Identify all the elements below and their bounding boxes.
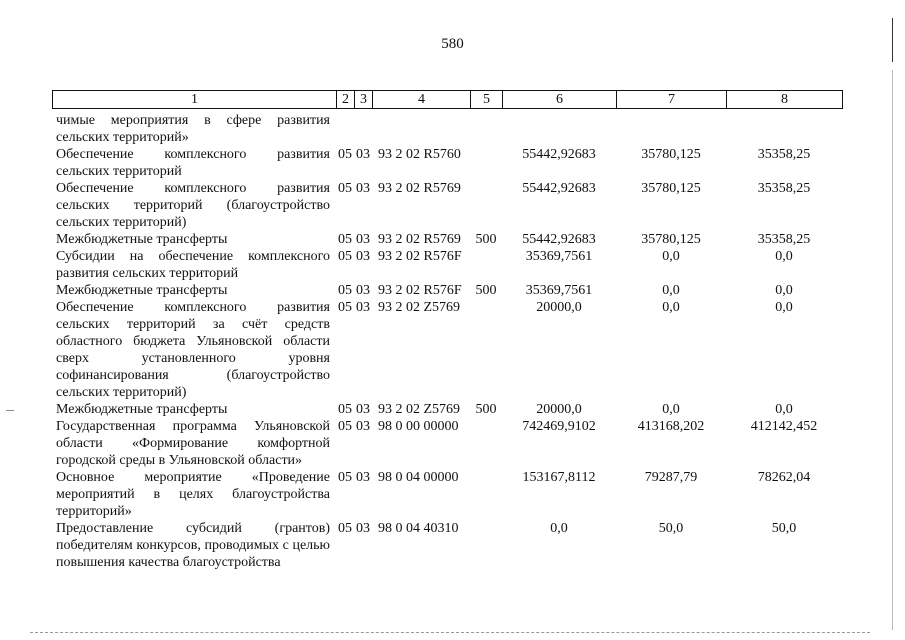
row-subsection-code: 03 bbox=[356, 470, 370, 485]
header-col-4: 4 bbox=[373, 91, 471, 109]
row-target-article: 98 0 04 00000 bbox=[378, 470, 459, 485]
header-col-2: 2 bbox=[337, 91, 355, 109]
header-col-5: 5 bbox=[471, 91, 503, 109]
row-value-col8: 0,0 bbox=[775, 283, 793, 298]
row-subsection-code: 03 bbox=[356, 147, 370, 162]
row-value-col7: 79287,79 bbox=[644, 470, 698, 485]
row-value-col7: 35780,125 bbox=[641, 232, 701, 247]
table-row bbox=[52, 401, 842, 418]
row-value-col7: 50,0 bbox=[658, 521, 684, 536]
row-subsection-code: 03 bbox=[356, 300, 370, 315]
row-value-col6: 35369,7561 bbox=[525, 283, 593, 298]
table-row bbox=[52, 112, 842, 146]
row-expense-type bbox=[470, 248, 502, 282]
scan-bottom-line bbox=[30, 632, 870, 633]
row-target-article: 93 2 02 R576F bbox=[378, 283, 462, 298]
table-row bbox=[52, 231, 842, 248]
row-section-code: 05 bbox=[338, 402, 352, 417]
row-value-col6: 20000,0 bbox=[536, 402, 582, 417]
table-row bbox=[52, 248, 842, 282]
row-subsection-code: 03 bbox=[356, 521, 370, 536]
table-row bbox=[52, 520, 842, 571]
row-value-col8 bbox=[726, 112, 842, 146]
row-subsection-code: 03 bbox=[356, 249, 370, 264]
row-name: Предоставление субсидий (грантов) победителям конкурсов, проводимых с целью повышения качества благоустройства bbox=[56, 521, 330, 570]
row-value-col8: 412142,452 bbox=[750, 419, 818, 434]
row-target-article: 93 2 02 R5760 bbox=[378, 147, 461, 162]
row-value-col7 bbox=[616, 112, 726, 146]
row-name: Межбюджетные трансферты bbox=[56, 402, 228, 417]
budget-table-body bbox=[52, 112, 842, 571]
row-value-col8: 0,0 bbox=[775, 300, 793, 315]
row-value-col8: 0,0 bbox=[775, 249, 793, 264]
row-value-col8: 35358,25 bbox=[757, 232, 811, 247]
row-target-article: 98 0 04 40310 bbox=[378, 521, 459, 536]
row-subsection-code: 03 bbox=[356, 419, 370, 434]
row-value-col7: 0,0 bbox=[662, 283, 680, 298]
row-name: чимые мероприятия в сфере развития сельских территорий» bbox=[56, 113, 330, 145]
row-value-col6: 742469,9102 bbox=[522, 419, 596, 434]
row-section-code: 05 bbox=[338, 419, 352, 434]
row-value-col7: 35780,125 bbox=[641, 181, 701, 196]
row-value-col8: 35358,25 bbox=[757, 181, 811, 196]
row-expense-type bbox=[470, 299, 502, 401]
row-subsection-code: 03 bbox=[356, 283, 370, 298]
header-col-6: 6 bbox=[503, 91, 617, 109]
row-value-col6: 153167,8112 bbox=[522, 470, 596, 485]
row-target-article: 93 2 02 Z5769 bbox=[378, 300, 461, 315]
row-value-col6: 55442,92683 bbox=[522, 147, 596, 162]
row-value-col8: 78262,04 bbox=[757, 470, 811, 485]
row-name: Основное мероприятие «Проведение мероприятий в целях благоустройства территорий» bbox=[56, 470, 330, 519]
row-name: Обеспечение комплексного развития сельских территорий за счёт средств областного бюджета Ульяновской области сверх установленного уровня софинансирования (благоустройство сельских территорий) bbox=[56, 300, 330, 400]
table-row bbox=[52, 469, 842, 520]
row-value-col8: 0,0 bbox=[775, 402, 793, 417]
row-value-col7: 35780,125 bbox=[641, 147, 701, 162]
row-target-article: 93 2 02 R5769 bbox=[378, 181, 461, 196]
scan-edge-mark bbox=[6, 410, 14, 411]
row-subsection-code: 03 bbox=[356, 181, 370, 196]
row-section-code: 05 bbox=[338, 232, 352, 247]
row-value-col7: 0,0 bbox=[662, 402, 680, 417]
row-expense-type bbox=[470, 146, 502, 180]
header-col-7: 7 bbox=[617, 91, 727, 109]
row-target-article: 93 2 02 R5769 bbox=[378, 232, 461, 247]
row-value-col6: 55442,92683 bbox=[522, 232, 596, 247]
row-value-col6: 0,0 bbox=[550, 521, 568, 536]
row-expense-type bbox=[470, 112, 502, 146]
row-target-article: 98 0 00 00000 bbox=[378, 419, 459, 434]
row-target-article: 93 2 02 R576F bbox=[378, 249, 462, 264]
table-row bbox=[52, 282, 842, 299]
row-name: Межбюджетные трансферты bbox=[56, 283, 228, 298]
table-row bbox=[52, 146, 842, 180]
row-section-code: 05 bbox=[338, 181, 352, 196]
header-col-3: 3 bbox=[355, 91, 373, 109]
row-section-code: 05 bbox=[338, 470, 352, 485]
row-expense-type bbox=[470, 520, 502, 571]
row-value-col6: 35369,7561 bbox=[525, 249, 593, 264]
row-value-col6: 55442,92683 bbox=[522, 181, 596, 196]
row-target-article: 93 2 02 Z5769 bbox=[378, 402, 461, 417]
row-value-col7: 413168,202 bbox=[637, 419, 705, 434]
scan-edge-mark bbox=[892, 70, 893, 630]
row-expense-type: 500 bbox=[475, 232, 497, 247]
row-expense-type bbox=[470, 418, 502, 469]
row-section-code: 05 bbox=[338, 283, 352, 298]
row-name: Государственная программа Ульяновской области «Формирование комфортной городской среды в Ульяновской области» bbox=[56, 419, 330, 468]
page-number: 580 bbox=[441, 36, 464, 52]
row-name: Обеспечение комплексного развития сельских территорий (благоустройство сельских территорий) bbox=[56, 181, 330, 230]
row-target-article bbox=[372, 112, 470, 146]
table-row bbox=[52, 418, 842, 469]
row-value-col8: 35358,25 bbox=[757, 147, 811, 162]
header-col-1: 1 bbox=[53, 91, 337, 109]
row-section-code: 05 bbox=[338, 249, 352, 264]
scan-edge-mark bbox=[892, 18, 893, 62]
row-subsection-code bbox=[354, 112, 372, 146]
row-value-col6 bbox=[502, 112, 616, 146]
row-name: Обеспечение комплексного развития сельских территорий bbox=[56, 147, 330, 179]
table-row bbox=[52, 299, 842, 401]
table-row bbox=[52, 180, 842, 231]
header-col-8: 8 bbox=[727, 91, 843, 109]
row-section-code: 05 bbox=[338, 521, 352, 536]
row-expense-type bbox=[470, 180, 502, 231]
row-name: Субсидии на обеспечение комплексного развития сельских территорий bbox=[56, 249, 330, 281]
row-subsection-code: 03 bbox=[356, 232, 370, 247]
row-value-col6: 20000,0 bbox=[536, 300, 582, 315]
row-expense-type: 500 bbox=[475, 283, 497, 298]
row-expense-type: 500 bbox=[475, 402, 497, 417]
row-section-code bbox=[336, 112, 354, 146]
row-value-col7: 0,0 bbox=[662, 249, 680, 264]
row-subsection-code: 03 bbox=[356, 402, 370, 417]
row-section-code: 05 bbox=[338, 300, 352, 315]
row-expense-type bbox=[470, 469, 502, 520]
column-header-row bbox=[52, 90, 843, 109]
row-value-col7: 0,0 bbox=[662, 300, 680, 315]
row-section-code: 05 bbox=[338, 147, 352, 162]
row-name: Межбюджетные трансферты bbox=[56, 232, 228, 247]
row-value-col8: 50,0 bbox=[771, 521, 797, 536]
